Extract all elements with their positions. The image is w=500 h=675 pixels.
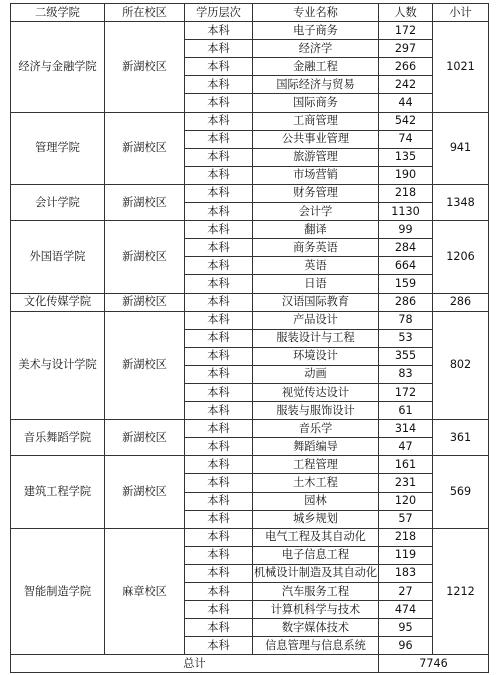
campus-name: 麻章校区 [105, 528, 185, 655]
degree-level: 本科 [185, 58, 253, 76]
table-row [11, 528, 489, 546]
college-subtotal: 361 [433, 420, 489, 456]
major-name: 服装设计与工程 [253, 329, 379, 347]
degree-level: 本科 [185, 492, 253, 510]
total-label: 总计 [11, 655, 379, 673]
major-name: 环境设计 [253, 347, 379, 365]
student-count: 1130 [379, 203, 433, 221]
table-row [11, 22, 489, 40]
degree-level: 本科 [185, 275, 253, 293]
major-name: 动画 [253, 365, 379, 383]
college-subtotal: 1206 [433, 221, 489, 293]
student-count: 286 [379, 293, 433, 311]
header-subtotal: 小计 [433, 4, 489, 22]
student-count: 95 [379, 619, 433, 637]
college-subtotal: 1021 [433, 22, 489, 112]
major-name: 经济学 [253, 40, 379, 58]
enrollment-table [10, 3, 489, 673]
student-count: 231 [379, 474, 433, 492]
student-count: 47 [379, 438, 433, 456]
major-name: 国际经济与贸易 [253, 76, 379, 94]
degree-level: 本科 [185, 365, 253, 383]
major-name: 公共事业管理 [253, 130, 379, 148]
college-subtotal: 1348 [433, 184, 489, 220]
degree-level: 本科 [185, 474, 253, 492]
degree-level: 本科 [185, 546, 253, 564]
student-count: 664 [379, 257, 433, 275]
header-row [11, 4, 489, 22]
degree-level: 本科 [185, 130, 253, 148]
student-count: 44 [379, 94, 433, 112]
college-name: 建筑工程学院 [11, 456, 105, 528]
major-name: 服装与服饰设计 [253, 402, 379, 420]
major-name: 日语 [253, 275, 379, 293]
table-body [11, 22, 489, 655]
student-count: 242 [379, 76, 433, 94]
degree-level: 本科 [185, 637, 253, 655]
major-name: 金融工程 [253, 58, 379, 76]
student-count: 161 [379, 456, 433, 474]
major-name: 英语 [253, 257, 379, 275]
college-subtotal: 802 [433, 311, 489, 420]
table-row [11, 184, 489, 202]
college-name: 经济与金融学院 [11, 22, 105, 112]
major-name: 财务管理 [253, 184, 379, 202]
degree-level: 本科 [185, 601, 253, 619]
student-count: 120 [379, 492, 433, 510]
student-count: 190 [379, 166, 433, 184]
degree-level: 本科 [185, 510, 253, 528]
major-name: 电气工程及其自动化 [253, 528, 379, 546]
major-name: 电子信息工程 [253, 546, 379, 564]
campus-name: 新湖校区 [105, 112, 185, 184]
college-name: 音乐舞蹈学院 [11, 420, 105, 456]
college-subtotal: 286 [433, 293, 489, 311]
major-name: 工商管理 [253, 112, 379, 130]
student-count: 183 [379, 564, 433, 582]
student-count: 266 [379, 58, 433, 76]
major-name: 视觉传达设计 [253, 383, 379, 401]
degree-level: 本科 [185, 528, 253, 546]
table-row [11, 221, 489, 239]
campus-name: 新湖校区 [105, 184, 185, 220]
major-name: 汽车服务工程 [253, 583, 379, 601]
student-count: 99 [379, 221, 433, 239]
major-name: 电子商务 [253, 22, 379, 40]
major-name: 翻译 [253, 221, 379, 239]
student-count: 83 [379, 365, 433, 383]
degree-level: 本科 [185, 564, 253, 582]
table-row [11, 112, 489, 130]
degree-level: 本科 [185, 148, 253, 166]
student-count: 172 [379, 22, 433, 40]
major-name: 汉语国际教育 [253, 293, 379, 311]
degree-level: 本科 [185, 456, 253, 474]
degree-level: 本科 [185, 583, 253, 601]
degree-level: 本科 [185, 329, 253, 347]
student-count: 284 [379, 239, 433, 257]
degree-level: 本科 [185, 184, 253, 202]
major-name: 数字媒体技术 [253, 619, 379, 637]
header-major: 专业名称 [253, 4, 379, 22]
student-count: 57 [379, 510, 433, 528]
degree-level: 本科 [185, 293, 253, 311]
table-row [11, 420, 489, 438]
degree-level: 本科 [185, 22, 253, 40]
student-count: 297 [379, 40, 433, 58]
student-count: 119 [379, 546, 433, 564]
student-count: 218 [379, 184, 433, 202]
student-count: 159 [379, 275, 433, 293]
campus-name: 新湖校区 [105, 293, 185, 311]
student-count: 27 [379, 583, 433, 601]
major-name: 信息管理与信息系统 [253, 637, 379, 655]
college-subtotal: 1212 [433, 528, 489, 655]
table-row [11, 293, 489, 311]
campus-name: 新湖校区 [105, 420, 185, 456]
campus-name: 新湖校区 [105, 456, 185, 528]
student-count: 218 [379, 528, 433, 546]
campus-name: 新湖校区 [105, 311, 185, 420]
college-subtotal: 569 [433, 456, 489, 528]
major-name: 工程管理 [253, 456, 379, 474]
total-row [11, 655, 489, 673]
total-value: 7746 [379, 655, 489, 673]
student-count: 474 [379, 601, 433, 619]
major-name: 城乡规划 [253, 510, 379, 528]
degree-level: 本科 [185, 420, 253, 438]
header-campus: 所在校区 [105, 4, 185, 22]
degree-level: 本科 [185, 40, 253, 58]
major-name: 会计学 [253, 203, 379, 221]
student-count: 78 [379, 311, 433, 329]
student-count: 53 [379, 329, 433, 347]
header-count: 人数 [379, 4, 433, 22]
major-name: 机械设计制造及其自动化 [253, 564, 379, 582]
degree-level: 本科 [185, 239, 253, 257]
major-name: 国际商务 [253, 94, 379, 112]
student-count: 74 [379, 130, 433, 148]
student-count: 542 [379, 112, 433, 130]
degree-level: 本科 [185, 257, 253, 275]
degree-level: 本科 [185, 203, 253, 221]
student-count: 61 [379, 402, 433, 420]
degree-level: 本科 [185, 94, 253, 112]
campus-name: 新湖校区 [105, 22, 185, 112]
major-name: 计算机科学与技术 [253, 601, 379, 619]
degree-level: 本科 [185, 112, 253, 130]
major-name: 商务英语 [253, 239, 379, 257]
campus-name: 新湖校区 [105, 221, 185, 293]
student-count: 96 [379, 637, 433, 655]
degree-level: 本科 [185, 383, 253, 401]
student-count: 172 [379, 383, 433, 401]
major-name: 土木工程 [253, 474, 379, 492]
college-name: 文化传媒学院 [11, 293, 105, 311]
degree-level: 本科 [185, 76, 253, 94]
header-level: 学历层次 [185, 4, 253, 22]
major-name: 产品设计 [253, 311, 379, 329]
college-name: 智能制造学院 [11, 528, 105, 655]
table-row [11, 311, 489, 329]
degree-level: 本科 [185, 402, 253, 420]
major-name: 市场营销 [253, 166, 379, 184]
major-name: 音乐学 [253, 420, 379, 438]
degree-level: 本科 [185, 311, 253, 329]
college-name: 美术与设计学院 [11, 311, 105, 420]
table-row [11, 456, 489, 474]
header-college: 二级学院 [11, 4, 105, 22]
degree-level: 本科 [185, 166, 253, 184]
degree-level: 本科 [185, 619, 253, 637]
college-name: 外国语学院 [11, 221, 105, 293]
major-name: 园林 [253, 492, 379, 510]
college-name: 会计学院 [11, 184, 105, 220]
student-count: 314 [379, 420, 433, 438]
college-subtotal: 941 [433, 112, 489, 184]
degree-level: 本科 [185, 347, 253, 365]
college-name: 管理学院 [11, 112, 105, 184]
degree-level: 本科 [185, 221, 253, 239]
student-count: 355 [379, 347, 433, 365]
major-name: 旅游管理 [253, 148, 379, 166]
student-count: 135 [379, 148, 433, 166]
major-name: 舞蹈编导 [253, 438, 379, 456]
degree-level: 本科 [185, 438, 253, 456]
